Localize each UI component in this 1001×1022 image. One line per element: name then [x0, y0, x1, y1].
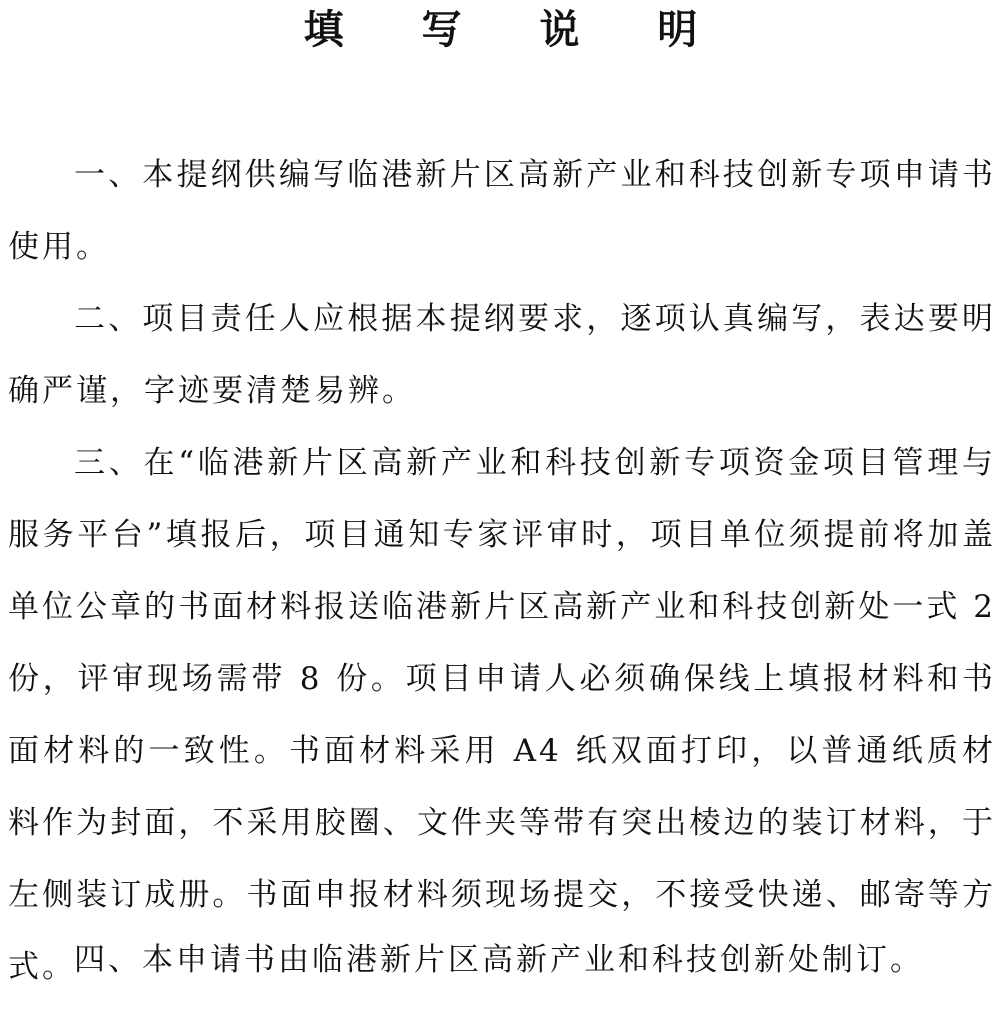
instruction-paragraph-3: 三、在“临港新片区高新产业和科技创新专项资金项目管理与服务平台”填报后，项目通知专家评审时，项目单位须提前将加盖单位公章的书面材料报送临港新片区高新产业和科技创新处一式 2 份，评审现场需带 8 份。项目申请人必须确保线上填报材料和书面材料的一致性。书面材料采用 A4 纸双面打印，以普通纸质材料作为封面，不采用胶圈、文件夹等带有突出棱边的装订材料，于左侧装订成册。书面申报材料须现场提交，不接受快递、邮寄等方式。 [8, 445, 996, 985]
instruction-paragraph-1: 一、本提纲供编写临港新片区高新产业和科技创新专项申请书使用。 [8, 157, 996, 265]
instruction-paragraph-2: 二、项目责任人应根据本提纲要求，逐项认真编写，表达要明确严谨，字迹要清楚易辨。 [8, 301, 996, 409]
page-title: 填 写 说 明 [303, 6, 730, 53]
instruction-paragraph-4: 四、本申请书由临港新片区高新产业和科技创新处制订。 [74, 942, 924, 978]
